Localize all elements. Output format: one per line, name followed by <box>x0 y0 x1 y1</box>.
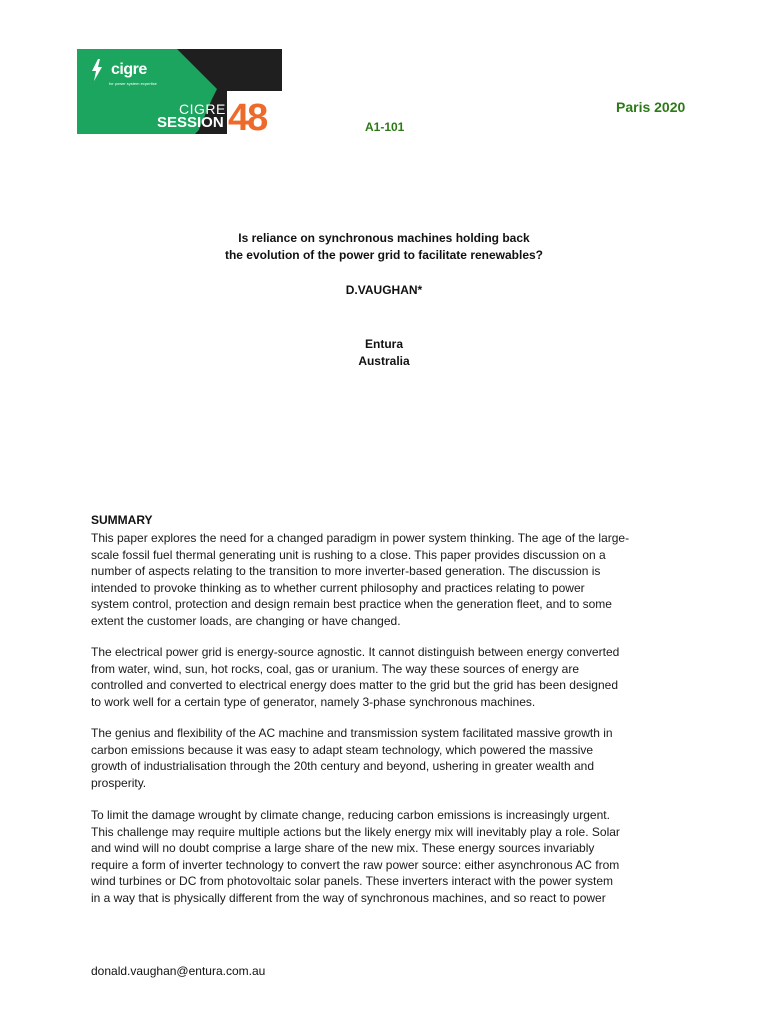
text-line: This paper explores the need for a changed paradigm in power system thinking. The age of the large- <box>91 531 630 545</box>
summary-heading: SUMMARY <box>91 513 153 527</box>
text-line: require a form of inverter technology to convert the raw power source: either asynchronous AC from <box>91 857 620 872</box>
paper-title <box>0 230 768 264</box>
text-line: To limit the damage wrought by climate change, reducing carbon emissions is increasingly urgent. <box>91 808 610 822</box>
title-line: Is reliance on synchronous machines holding back <box>238 231 530 245</box>
affiliation-organization: Entura <box>364 337 403 351</box>
text-line: The genius and flexibility of the AC machine and transmission system facilitated massive growth in <box>91 726 613 740</box>
author-email: donald.vaughan@entura.com.au <box>91 964 266 978</box>
text-line: in a way that is physically different from the way of synchronous machines, and so react to power <box>91 890 606 905</box>
logo-session-number: 48 <box>228 97 267 139</box>
text-line: growth of industrialisation through the 20th century and beyond, ushering in greater wealth and <box>91 759 594 773</box>
text-line: number of aspects relating to the transition to more inverter-based generation. The discussion is <box>91 564 601 578</box>
text-line: system control, protection and design remain best practice when the generation fleet, and to some <box>91 597 612 611</box>
lightning-bolt-icon <box>91 59 103 81</box>
affiliation <box>0 336 768 370</box>
summary-paragraph <box>91 530 681 629</box>
paper-number: A1-101 <box>365 120 405 134</box>
text-line: and wind will no doubt comprise a large share of the new mix. These energy sources invariably <box>91 841 595 855</box>
text-line: carbon emissions because it was easy to adapt steam technology, which powered the massive <box>91 742 594 757</box>
logo-tagline: for power system expertise <box>109 81 157 86</box>
summary-paragraph <box>91 725 681 791</box>
text-line: controlled and converted to electrical energy does matter to the grid but the grid has been designed <box>91 678 618 692</box>
text-line: wind turbines or DC from photovoltaic solar panels. These inverters interact with the power system <box>91 874 614 888</box>
location-year: Paris 2020 <box>616 99 686 115</box>
text-line: scale fossil fuel thermal generating unit is rushing to a close. This paper provides discussion on a <box>91 547 606 562</box>
text-line: to work well for a certain type of generator, namely 3-phase synchronous machines. <box>91 694 536 709</box>
summary-paragraph <box>91 807 681 906</box>
logo-session-word: CIGRE <box>179 101 226 117</box>
text-line: intended to provoke thinking as to whether current philosophy and practices relating to power <box>91 580 585 595</box>
logo-brand-text: cigre <box>111 61 147 78</box>
text-line: extent the customer loads, are changing or have changed. <box>91 613 401 628</box>
text-line: prosperity. <box>91 775 147 790</box>
author-name: D.VAUGHAN* <box>345 283 423 297</box>
title-line: the evolution of the power grid to facilitate renewables? <box>224 248 544 262</box>
affiliation-country: Australia <box>358 354 410 368</box>
logo-session-title: SESSION <box>157 114 224 131</box>
cigre-session-logo <box>77 49 282 139</box>
summary-paragraph <box>91 644 681 710</box>
text-line: from water, wind, sun, hot rocks, coal, gas or uranium. The way these sources of energy are <box>91 661 580 676</box>
text-line: This challenge may require multiple actions but the likely energy mix will inevitably play a role. Solar <box>91 824 620 839</box>
text-line: The electrical power grid is energy-source agnostic. It cannot distinguish between energy converted <box>91 645 620 659</box>
